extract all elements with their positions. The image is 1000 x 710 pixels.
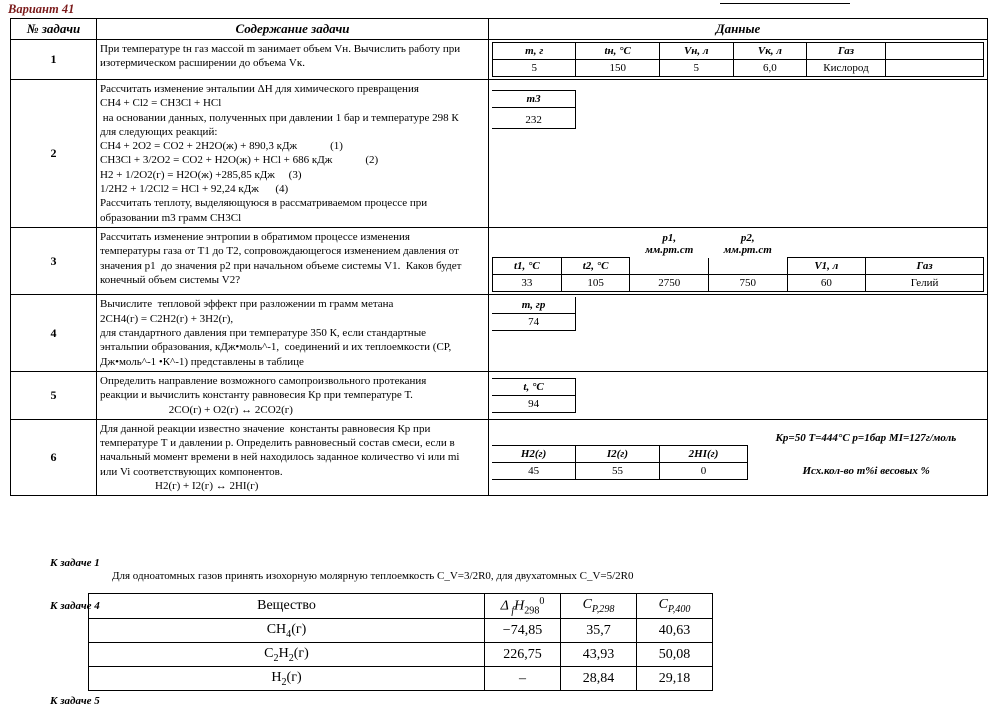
table-row (11, 371, 988, 419)
data-value: 94 (492, 395, 576, 412)
data-value: 105 (561, 275, 630, 292)
task-data (489, 371, 988, 419)
task-line: Дж•моль^-1 •К^-1) представлены в таблице (100, 355, 304, 368)
task-line: начальный момент времени в ней находилось заданное количество vi или mi (100, 451, 460, 464)
subst-header-dh: Δ $_fH_{298}^0$ (485, 594, 561, 619)
task-line: CH4 + Cl2 = CH3Cl + HCl (100, 97, 222, 110)
task-line: энтальпии образования, кДж•моль^-1, соединений и их теплоемкости (СР, (100, 341, 452, 354)
task-data (489, 419, 988, 495)
subst-cp298: 28,84 (561, 667, 637, 691)
task-line: Рассчитать изменение энтальпии ΔН для химического превращения (100, 83, 419, 95)
data-header: 2HI(г) (659, 446, 748, 463)
task-line: H2(г) + I2(г) ↔ 2HI(г) (100, 480, 259, 493)
data-value: 5 (493, 60, 576, 77)
subst-header-cp400: $C_{P,400}$ (637, 594, 713, 619)
task-text (97, 371, 489, 419)
data-value: 750 (709, 275, 788, 292)
task-data (489, 40, 988, 80)
data-header (885, 43, 983, 60)
table-row (11, 295, 988, 371)
data-header: Газ (807, 43, 886, 60)
task-line: для следующих реакций: (100, 125, 218, 138)
data-header: Vк, л (733, 43, 807, 60)
header-content: Содержание задачи (97, 19, 489, 40)
header-data: Данные (489, 19, 988, 40)
data-value: 6,0 (733, 60, 807, 77)
data-grid (492, 422, 984, 481)
subst-header-row (89, 594, 713, 619)
task-data (489, 80, 988, 228)
table-row (89, 667, 713, 691)
subst-header-substance: Вещество (89, 594, 485, 619)
data-header: p2, мм.рт.ст (723, 231, 772, 256)
task-line: Для данной реакции известно значение константы равновесия Кр при (100, 422, 431, 435)
data-value: 150 (576, 60, 659, 77)
data-header: t1, °С (493, 258, 562, 275)
data-value: Кислород (807, 60, 886, 77)
data-value: Гелий (866, 275, 984, 292)
subst-dh: −74,85 (485, 619, 561, 643)
task-text (97, 227, 489, 295)
data-value: 74 (492, 314, 576, 331)
task-number: 6 (11, 419, 97, 495)
data-value: 5 (659, 60, 733, 77)
table-row (11, 80, 988, 228)
data-header: t, °С (492, 378, 576, 395)
task6-note-bottom: Исх.кол-во т%i весовых % (802, 465, 930, 478)
data-header: m, г (493, 43, 576, 60)
table-row (11, 419, 988, 495)
task-line: CH4 + 2О2 = CO2 + 2H2O(ж) + 890,3 кДж (1) (100, 140, 343, 153)
note-task1-text: Для одноатомных газов принять изохорную молярную теплоемкость С_V=3/2R0, для двухатомных С_V=5/2R0 (112, 570, 634, 582)
note-task5-label: К задаче 5 (50, 695, 100, 707)
note-task4-label: К задаче 4 (50, 600, 100, 612)
table-row (89, 643, 713, 667)
task-line: 1/2H2 + 1/2Cl2 = HCl + 92,24 кДж (4) (100, 183, 289, 196)
table-row (11, 40, 988, 80)
data-header: I2(г) (576, 446, 660, 463)
subst-cp400: 29,18 (637, 667, 713, 691)
subst-cp298: 35,7 (561, 619, 637, 643)
task-line: образовании m3 грамм CH3Cl (100, 211, 242, 224)
data-value: 2750 (630, 275, 709, 292)
task-number: 2 (11, 80, 97, 228)
task-line: При температуре tн газ массой m занимает объем Vн. Вычислить работу при (100, 43, 461, 55)
task-text (97, 295, 489, 371)
task-line: 2CH4(г) = С2Н2(г) + 3Н2(г), (100, 312, 234, 325)
data-value (885, 60, 983, 77)
top-rule (720, 3, 850, 4)
data-value: 33 (493, 275, 562, 292)
task-line: изотермическом расширении до объема Vк. (100, 57, 305, 70)
subst-cp400: 40,63 (637, 619, 713, 643)
subst-name: $CH_4(г)$ (89, 619, 485, 643)
table-row (11, 227, 988, 295)
task-line: CH3Cl + 3/2О2 = CO2 + H2O(ж) + HCl + 686 кДж (2) (100, 154, 379, 167)
data-header: m, гр (492, 297, 576, 314)
data-header: Vн, л (659, 43, 733, 60)
task-text (97, 80, 489, 228)
task-line: для стандартного давления при температуре 350 К, если стандартные (100, 327, 426, 340)
task-line: Вычислите тепловой эффект при разложении m грамм метана (100, 298, 394, 311)
data-value: 45 (492, 463, 576, 480)
subst-cp298: 43,93 (561, 643, 637, 667)
task-data (489, 295, 988, 371)
task-text (97, 40, 489, 80)
task-number: 3 (11, 227, 97, 295)
table-row (89, 619, 713, 643)
subst-dh: 226,75 (485, 643, 561, 667)
subst-cp400: 50,08 (637, 643, 713, 667)
data-grid (492, 374, 984, 413)
tasks-table (10, 18, 988, 496)
data-header-spacer (630, 258, 709, 275)
table-header-row (11, 19, 988, 40)
data-value: 232 (492, 112, 576, 129)
task-line: 2CO(г) + O2(г) ↔ 2CO2(г) (100, 403, 293, 416)
data-value: 60 (787, 275, 866, 292)
data-header: Газ (866, 258, 984, 275)
data-header-spacer (709, 258, 788, 275)
subst-header-cp298: $C_{P,298}$ (561, 594, 637, 619)
substances-table (88, 593, 713, 691)
data-header: H2(г) (492, 446, 576, 463)
data-grid (492, 42, 984, 77)
data-grid (492, 297, 984, 335)
subst-dh: – (485, 667, 561, 691)
data-header: t2, °С (561, 258, 630, 275)
task-number: 1 (11, 40, 97, 80)
task-number: 4 (11, 295, 97, 371)
data-header: tн, °С (576, 43, 659, 60)
task-data (489, 227, 988, 295)
data-header: V1, л (787, 258, 866, 275)
data-value: 55 (576, 463, 660, 480)
header-num: № задачи (11, 19, 97, 40)
task6-note-top: Кр=50 Т=444°С р=1бар МI=127г/моль (775, 431, 957, 444)
task-line: H2 + 1/2O2(г) = H2O(ж) +285,85 кДж (3) (100, 168, 302, 181)
task-line: температуры газа от Т1 до Т2, сопровождающегося изменением давления от (100, 245, 459, 258)
task-line: значения р1 до значения р2 при начальном объеме системы V1. Каков будет (100, 259, 462, 272)
task-line: температуре Т и давлении р. Определить равновесный состав смеси, если в (100, 437, 455, 450)
task-line: на основании данных, полученных при давлении 1 бар и температуре 298 К (100, 111, 459, 124)
task-line: Рассчитать теплоту, выделяющуюся в рассматриваемом процессе при (100, 197, 428, 210)
task-line: конечный объем системы V2? (100, 273, 241, 286)
task-line: Рассчитать изменение энтропии в обратимом процессе изменения (100, 230, 410, 243)
data-grid (492, 230, 984, 293)
task-text (97, 419, 489, 495)
subst-name: $H_2(г)$ (89, 667, 485, 691)
data-header: m3 (492, 91, 576, 108)
data-grid (492, 82, 984, 129)
subst-name: $C_2H_2(г)$ (89, 643, 485, 667)
note-task1-label: К задаче 1 (50, 557, 100, 569)
task-line: или Vi соответствующих компонентов. (100, 465, 283, 478)
task-number: 5 (11, 371, 97, 419)
task-line: реакции и вычислить константу равновесия Кр при температуре Т. (100, 389, 413, 402)
task-line: Определить направление возможного самопроизвольного протекания (100, 374, 427, 387)
data-value: 0 (659, 463, 748, 480)
variant-label: Вариант 41 (8, 2, 75, 16)
data-header: p1, мм.рт.ст (645, 231, 694, 256)
